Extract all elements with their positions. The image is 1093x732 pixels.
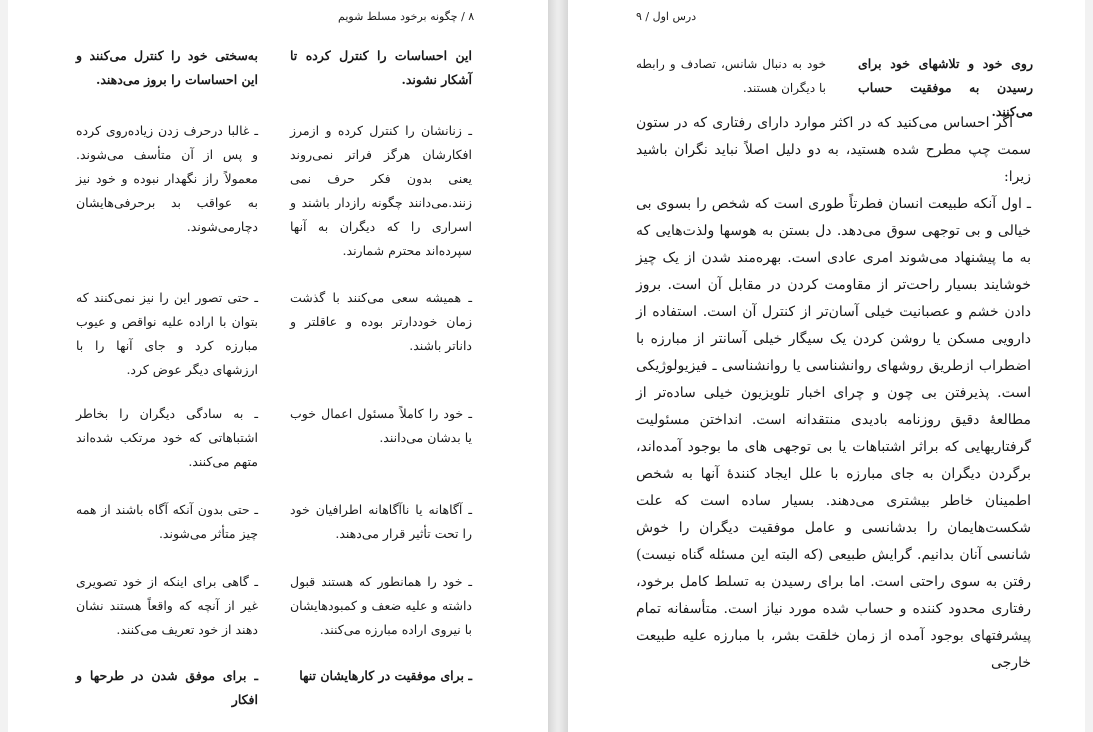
book-gutter	[548, 0, 568, 732]
list-item: ـ گاهی برای اینکه از خود تصویری غیر از آنچه که واقعاً هستند نشان دهند از خود تعریف می‌کنند.	[76, 574, 258, 637]
top-row-not-controlled	[636, 52, 826, 100]
body-text	[636, 110, 1031, 677]
list-item: ـ همیشه سعی می‌کنند با گذشت زمان خوددارتر بوده و عاقلتر و داناتر باشند.	[290, 290, 472, 353]
list-item: ـ خود را کاملاً مسئول اعمال خوب یا بدشان می‌دانند.	[290, 406, 472, 445]
list-item: روی خود و تلاشهای خود برای رسیدن به موفقیت حساب می‌کنند.	[858, 56, 1033, 119]
list-item: به‌سختی خود را کنترل می‌کنند و این احساسات را بروز می‌دهند.	[76, 48, 258, 87]
left-page-header: ۸ / چگونه برخود مسلط شویم	[338, 10, 475, 23]
left-page	[8, 0, 548, 732]
paragraph: اگر احساس می‌کنید که در اکثر موارد دارای رفتاری که در ستون سمت چپ مطرح شده هستید، به دو دلیل اصلاً نباید نگران باشید زیرا:	[636, 115, 1031, 185]
list-item: ـ زنانشان را کنترل کرده و ازمرز افکارشان هرگز فراتر نمی‌روند یعنی بدون فکر حرف نمی زنند.می‌دانند چگونه رازدار باشند و اسراری را که دیگران به آنها سپرده‌اند محترم شمارند.	[290, 123, 472, 258]
list-item: ـ به سادگی دیگران را بخاطر اشتباهاتی که خود مرتکب شده‌اند متهم می‌کنند.	[76, 406, 258, 469]
list-item: ـ غالبا درحرف زدن زیاده‌روی کرده و پس از آن متأسف می‌شوند. معمولاً راز نگهدار نبوده و خود نیز به عواقب بد برحرفی‌هایشان دچارمی‌شوند.	[76, 123, 258, 234]
list-item: خود به دنبال شانس، تصادف و رابطه با دیگران هستند.	[636, 57, 826, 95]
list-item: ـ حتی بدون آنکه آگاه باشند از همه چیز متأثر می‌شوند.	[76, 502, 258, 541]
list-item: ـ برای موفق شدن در طرحها و افکار	[76, 668, 258, 707]
list-item: ـ برای موفقیت در کارهایشان تنها	[299, 668, 472, 683]
list-item: ـ آگاهانه یا ناآگاهانه اطرافیان خود را تحت تأثیر قرار می‌دهند.	[290, 502, 472, 541]
list-item: ـ خود را همانطور که هستند قبول داشته و علیه ضعف و کمبودهایشان با نیروی اراده مبارزه می‌کنند.	[290, 574, 472, 637]
paragraph: ـ اول آنکه طبیعت انسان فطرتاً طوری است که شخص را بسوی بی خیالی و بی توجهی سوق می‌دهد. دل بستن به هوسها ولذت‌هایی که به ما پیشنهاد می‌شوند امری عادی است. بهره‌مند شدن از یک چیز خوشایند بسیار راحت‌تر از مقاومت کردن در مقابل آن است. بروز دادن خشم و عصبانیت خیلی آسان‌تر از کنترل آن است. استفاده از دارویی مسکن یا روشن کردن یک سیگار خیلی آسانتر از مبارزه با اضطراب ازطریق روشهای روانشناسی یا روانشناسی ـ فیزیولوژیکی است. پذیرفتن بی چون و چرای اخبار تلویزیون خیلی ساده‌تر از مطالعهٔ دقیق روزنامه بادیدی منتقدانه است. انداختن مسئولیت گرفتاریهایی که براثر اشتباهات یا بی توجهی های ما بوجود آمده‌اند، برگردن دیگران به جای مبارزه با علل ایجاد کنندهٔ آنها به شخص اطمینان خاطر بیشتری می‌دهند. بسیار ساده است که علت شکست‌هایمان را بدشانسی و عامل موفقیت دیگران را خوش شانسی آنان بدانیم. گرایش طبیعی (که البته این مسئله گناه نیست) رفتن به سوی راحتی است. اما برای رسیدن به تسلط کامل برخود، رفتاری محدود کننده و حساب شده مورد نیاز است. متأسفانه تمام پیشرفتهای بوجود آمده از زمان خلقت بشر، با مبارزه علیه طبیعت خارجی	[636, 196, 1032, 671]
right-page-header: درس اول / ۹	[636, 10, 697, 23]
list-item: این احساسات را کنترل کرده تا آشکار نشوند.	[290, 48, 472, 87]
list-item: ـ حتی تصور این را نیز نمی‌کنند که بتوان با اراده علیه نواقص و عیوب مبارزه کرد و جای آنها را با ارزشهای دیگر عوض کرد.	[76, 290, 258, 377]
right-page	[568, 0, 1085, 732]
